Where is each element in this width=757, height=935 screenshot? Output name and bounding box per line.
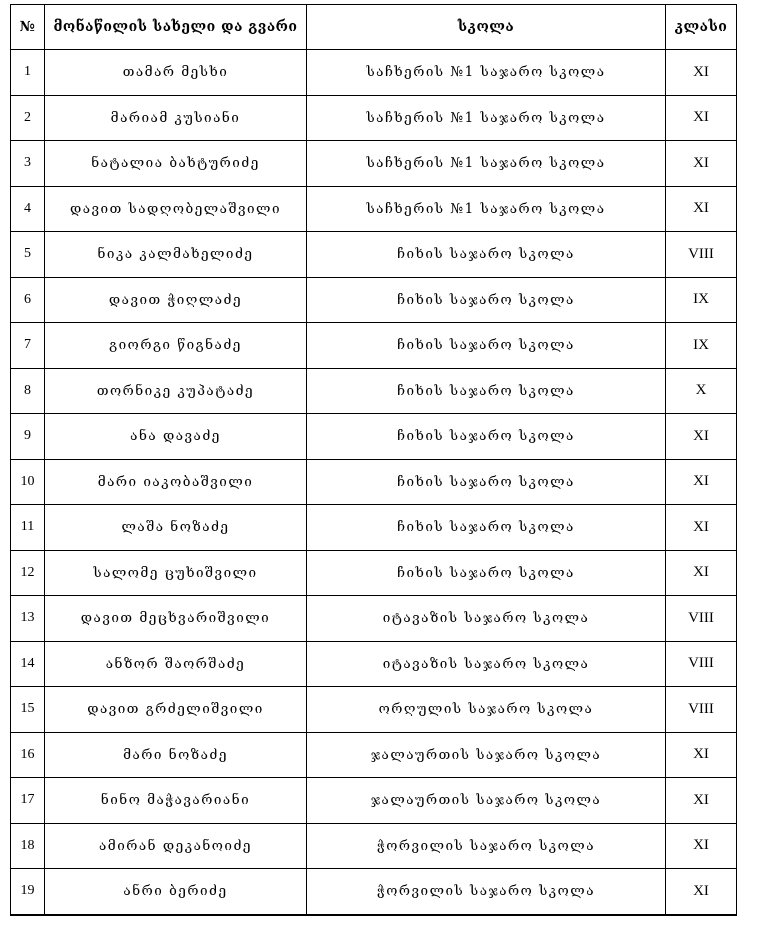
class-grade: XI: [666, 550, 737, 596]
participant-name: თამარ მესხი: [45, 50, 307, 96]
row-number: 18: [11, 823, 45, 869]
table-row: [11, 368, 737, 414]
class-grade: VIII: [666, 232, 737, 278]
table-row: [11, 823, 737, 869]
row-number: 16: [11, 732, 45, 778]
school-name: ჩიხის საჯარო სკოლა: [307, 368, 666, 414]
table-row: [11, 550, 737, 596]
row-number: 10: [11, 459, 45, 505]
school-name: ორღულის საჯარო სკოლა: [307, 687, 666, 733]
participant-name: დავით სადღობელაშვილი: [45, 186, 307, 232]
school-name: საჩხერის №1 საჯარო სკოლა: [307, 95, 666, 141]
school-name: საჩხერის №1 საჯარო სკოლა: [307, 186, 666, 232]
header-class: კლასი: [666, 5, 737, 50]
row-number: 3: [11, 141, 45, 187]
participant-name: ნატალია ბახტურიძე: [45, 141, 307, 187]
table-row: [11, 778, 737, 824]
row-number: 11: [11, 505, 45, 551]
participant-name: დავით მეცხვარიშვილი: [45, 596, 307, 642]
school-name: ჩიხის საჯარო სკოლა: [307, 550, 666, 596]
class-grade: XI: [666, 95, 737, 141]
table-row: [11, 596, 737, 642]
row-number: 7: [11, 323, 45, 369]
school-name: ჩიხის საჯარო სკოლა: [307, 323, 666, 369]
participant-name: დავით ჭიღლაძე: [45, 277, 307, 323]
header-row: [11, 5, 737, 50]
class-grade: VIII: [666, 687, 737, 733]
class-grade: XI: [666, 141, 737, 187]
class-grade: XI: [666, 459, 737, 505]
table-row: [11, 414, 737, 460]
class-grade: XI: [666, 869, 737, 915]
participant-name: ნინო მაჭავარიანი: [45, 778, 307, 824]
participant-name: გიორგი წიგნაძე: [45, 323, 307, 369]
table-row: [11, 459, 737, 505]
participant-name: თორნიკე კუპატაძე: [45, 368, 307, 414]
table-row: [11, 277, 737, 323]
participant-name: მარი ნოზაძე: [45, 732, 307, 778]
class-grade: VIII: [666, 641, 737, 687]
row-number: 4: [11, 186, 45, 232]
school-name: ჩიხის საჯარო სკოლა: [307, 414, 666, 460]
school-name: ჭორვილის საჯარო სკოლა: [307, 869, 666, 915]
school-name: ჩიხის საჯარო სკოლა: [307, 232, 666, 278]
participant-name: სალომე ცუხიშვილი: [45, 550, 307, 596]
row-number: 2: [11, 95, 45, 141]
school-name: ჯალაურთის საჯარო სკოლა: [307, 732, 666, 778]
table-row: [11, 186, 737, 232]
table-row: [11, 687, 737, 733]
table-row: [11, 50, 737, 96]
participant-name: ანა დავაძე: [45, 414, 307, 460]
table-row: [11, 505, 737, 551]
school-name: საჩხერის №1 საჯარო სკოლა: [307, 50, 666, 96]
header-participant-name: მონაწილის სახელი და გვარი: [45, 5, 307, 50]
school-name: საჩხერის №1 საჯარო სკოლა: [307, 141, 666, 187]
school-name: ჩიხის საჯარო სკოლა: [307, 505, 666, 551]
class-grade: VIII: [666, 596, 737, 642]
participant-name: ამირან დეკანოიძე: [45, 823, 307, 869]
table-row: [11, 732, 737, 778]
school-name: ჯალაურთის საჯარო სკოლა: [307, 778, 666, 824]
row-number: 15: [11, 687, 45, 733]
table-row: [11, 141, 737, 187]
table-row: [11, 323, 737, 369]
class-grade: XI: [666, 186, 737, 232]
table-body: [11, 50, 737, 915]
school-name: ჭორვილის საჯარო სკოლა: [307, 823, 666, 869]
header-school: სკოლა: [307, 5, 666, 50]
participants-table-container: [10, 4, 736, 916]
class-grade: XI: [666, 778, 737, 824]
participant-name: ნიკა კალმახელიძე: [45, 232, 307, 278]
participant-name: მარი იაკობაშვილი: [45, 459, 307, 505]
row-number: 8: [11, 368, 45, 414]
row-number: 5: [11, 232, 45, 278]
row-number: 9: [11, 414, 45, 460]
table-row: [11, 641, 737, 687]
class-grade: XI: [666, 732, 737, 778]
row-number: 19: [11, 869, 45, 915]
participant-name: ლაშა ნოზაძე: [45, 505, 307, 551]
class-grade: IX: [666, 323, 737, 369]
school-name: ჩიხის საჯარო სკოლა: [307, 459, 666, 505]
table-header: [11, 5, 737, 50]
table-row: [11, 95, 737, 141]
row-number: 17: [11, 778, 45, 824]
class-grade: XI: [666, 505, 737, 551]
table-row: [11, 869, 737, 915]
participant-name: ანზორ შაორშაძე: [45, 641, 307, 687]
class-grade: XI: [666, 823, 737, 869]
school-name: იტავაზის საჯარო სკოლა: [307, 641, 666, 687]
participant-name: ანრი ბერიძე: [45, 869, 307, 915]
class-grade: X: [666, 368, 737, 414]
participant-name: მარიამ კუსიანი: [45, 95, 307, 141]
row-number: 12: [11, 550, 45, 596]
row-number: 1: [11, 50, 45, 96]
school-name: ჩიხის საჯარო სკოლა: [307, 277, 666, 323]
participant-name: დავით გრძელიშვილი: [45, 687, 307, 733]
row-number: 6: [11, 277, 45, 323]
class-grade: IX: [666, 277, 737, 323]
participants-table: [10, 4, 737, 916]
table-row: [11, 232, 737, 278]
class-grade: XI: [666, 50, 737, 96]
school-name: იტავაზის საჯარო სკოლა: [307, 596, 666, 642]
header-number: №: [11, 5, 45, 50]
class-grade: XI: [666, 414, 737, 460]
row-number: 13: [11, 596, 45, 642]
row-number: 14: [11, 641, 45, 687]
